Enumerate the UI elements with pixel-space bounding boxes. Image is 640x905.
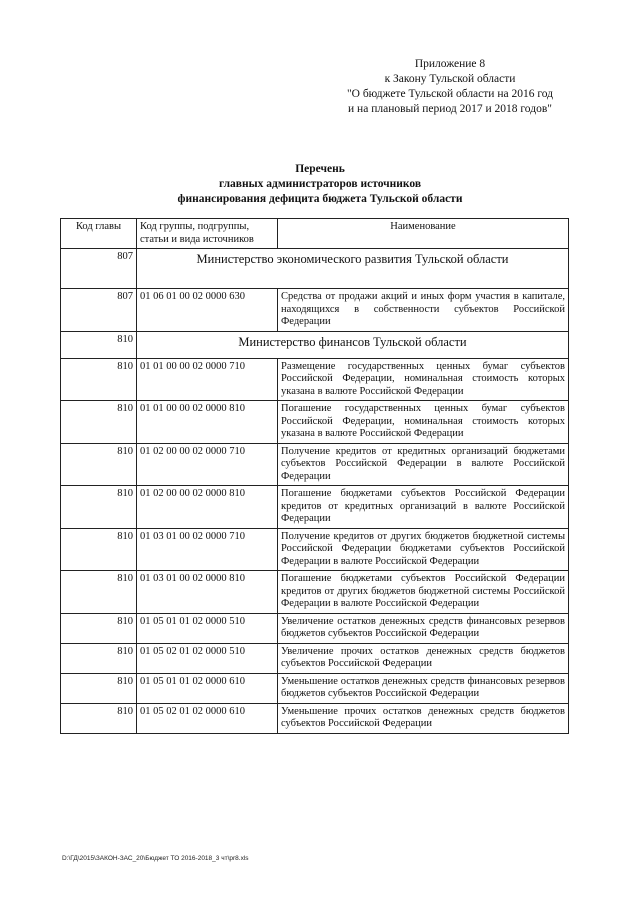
appendix-law-title-2: и на плановый период 2017 и 2018 годов" — [348, 103, 552, 115]
table-row — [61, 703, 569, 733]
source-name: Уменьшение остатков денежных средств финансовых резервов бюджетов субъектов Российской Федерации — [278, 673, 569, 703]
table-row — [61, 443, 569, 486]
glava-code: 810 — [61, 528, 137, 571]
document-heading — [150, 162, 490, 207]
source-name: Погашение бюджетами субъектов Российской Федерации кредитов от других бюджетов бюджетной системы Российской Федерации в валюте Российской Федерации — [278, 571, 569, 614]
glava-code: 810 — [61, 331, 137, 358]
table-row — [61, 528, 569, 571]
table-header-row — [61, 219, 569, 249]
glava-code: 807 — [61, 289, 137, 332]
ministry-name: Министерство экономического развития Тульской области — [137, 249, 569, 289]
source-name: Погашение бюджетами субъектов Российской Федерации кредитов от кредитных организаций в валюте Российской Федерации — [278, 486, 569, 529]
source-code: 01 02 00 00 02 0000 710 — [137, 443, 278, 486]
source-code: 01 05 01 01 02 0000 610 — [137, 673, 278, 703]
header-name: Наименование — [278, 219, 569, 249]
source-name: Уменьшение прочих остатков денежных средств бюджетов субъектов Российской Федерации — [278, 703, 569, 733]
source-code: 01 03 01 00 02 0000 710 — [137, 528, 278, 571]
header-glava: Код главы — [61, 219, 137, 249]
glava-code: 810 — [61, 571, 137, 614]
source-code: 01 05 02 01 02 0000 510 — [137, 643, 278, 673]
heading-line-3: финансирования дефицита бюджета Тульской области — [177, 193, 463, 205]
source-code: 01 05 02 01 02 0000 610 — [137, 703, 278, 733]
glava-code: 810 — [61, 443, 137, 486]
ministry-name: Министерство финансов Тульской области — [137, 331, 569, 358]
source-name: Размещение государственных ценных бумаг субъектов Российской Федерации, номинальная стоимость которых указана в валюте Российской Федерации — [278, 358, 569, 401]
glava-code: 810 — [61, 613, 137, 643]
heading-line-1: Перечень — [295, 163, 345, 175]
ministry-row — [61, 249, 569, 289]
table-row — [61, 643, 569, 673]
glava-code: 810 — [61, 358, 137, 401]
ministry-row — [61, 331, 569, 358]
table-row — [61, 401, 569, 444]
source-name: Получение кредитов от кредитных организаций бюджетами субъектов Российской Федерации в валюте Российской Федерации — [278, 443, 569, 486]
table-row — [61, 358, 569, 401]
glava-code: 810 — [61, 643, 137, 673]
header-group: Код группы, подгруппы, статьи и вида источников — [137, 219, 278, 249]
appendix-law-title-1: "О бюджете Тульской области на 2016 год — [346, 88, 554, 100]
file-path-footer: D:\ГД\2015\ЗАКОН-ЗАС_20\Бюджет ТО 2016-2018_3 чт\pr8.xls — [62, 855, 249, 862]
table-row — [61, 571, 569, 614]
administrators-table — [60, 218, 569, 734]
source-code: 01 01 00 00 02 0000 710 — [137, 358, 278, 401]
appendix-law-ref: к Закону Тульской области — [384, 73, 516, 85]
table-row — [61, 613, 569, 643]
heading-line-2: главных администраторов источников — [218, 178, 422, 190]
appendix-number: Приложение 8 — [414, 58, 486, 70]
source-code: 01 06 01 00 02 0000 630 — [137, 289, 278, 332]
table-row — [61, 486, 569, 529]
table-row — [61, 289, 569, 332]
source-code: 01 02 00 00 02 0000 810 — [137, 486, 278, 529]
source-code: 01 01 00 00 02 0000 810 — [137, 401, 278, 444]
source-code: 01 03 01 00 02 0000 810 — [137, 571, 278, 614]
source-code: 01 05 01 01 02 0000 510 — [137, 613, 278, 643]
glava-code: 807 — [61, 249, 137, 289]
source-name: Средства от продажи акций и иных форм участия в капитале, находящихся в собственности субъектов Российской Федерации — [278, 289, 569, 332]
glava-code: 810 — [61, 401, 137, 444]
source-name: Увеличение остатков денежных средств финансовых резервов бюджетов субъектов Российской Федерации — [278, 613, 569, 643]
glava-code: 810 — [61, 673, 137, 703]
glava-code: 810 — [61, 486, 137, 529]
appendix-block — [330, 57, 570, 117]
glava-code: 810 — [61, 703, 137, 733]
source-name: Получение кредитов от других бюджетов бюджетной системы Российской Федерации бюджетами субъектов Российской Федерации в валюте Российской Федерации — [278, 528, 569, 571]
source-name: Погашение государственных ценных бумаг субъектов Российской Федерации, номинальная стоимость которых указана в валюте Российской Федерации — [278, 401, 569, 444]
source-name: Увеличение прочих остатков денежных средств бюджетов субъектов Российской Федерации — [278, 643, 569, 673]
table-row — [61, 673, 569, 703]
